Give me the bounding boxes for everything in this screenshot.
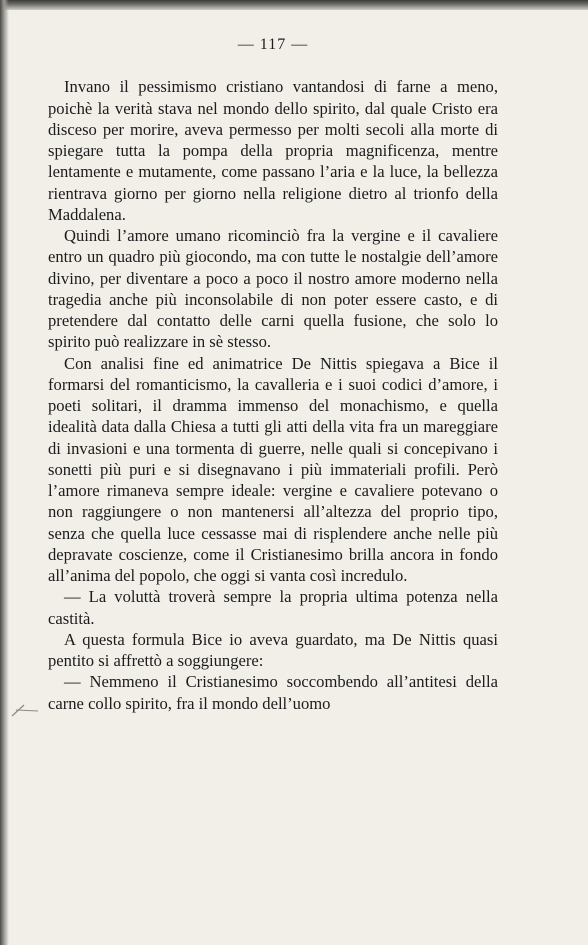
paragraph-2: Quindi l’amore umano ricominciò fra la vergine e il cavaliere entro un quadro più giocondo, ma con tutte le nostalgie dell’amore divino, per diventare a poco a poco il nostro amore moderno nella tragedia anche più inconsolabile di non poter essere casto, e di pretendere dal contatto delle carni quella fusione, che solo lo spirito può realizzare in sè stesso. [48,226,498,352]
scan-border-top [0,0,588,10]
paragraph-1: Invano il pessimismo cristiano vantandosi di farne a meno, poichè la verità stava nel mondo dello spirito, dal quale Cristo era disceso per morire, aveva permesso per molti secoli alla morte di spiegare tutta la pompa della propria magnificenza, mentre lentamente e mutamente, come passano l’aria e la luce, la bellezza rientrava giorno per giorno nella religione dietro al trionfo della Maddalena. [48,77,498,224]
book-page [48,34,498,714]
paragraph-6: — Nemmeno il Cristianesimo soccombendo all’antitesi della carne collo spirito, fra il mondo dell’uomo [48,672,498,713]
pencil-margin-mark [10,702,40,720]
scan-border-left [0,0,9,945]
paragraph-5: A questa formula Bice io aveva guardato, ma De Nittis quasi pentito si affrettò a soggiungere: [48,629,498,670]
page-number: — 117 — [237,36,309,53]
paragraph-3: Con analisi fine ed animatrice De Nittis spiegava a Bice il formarsi del romanticismo, la cavalleria e i suoi codici d’amore, i poeti solitari, il dramma immenso del monachismo, e quella idealità data dalla Chiesa a tutti gli atti della vita fra un mareggiare di invasioni e una tormenta di guerre, nelle quali si concepivano i sonetti più puri e si disegnavano i più immateriali profili. Però l’amore rimaneva sempre ideale: vergine e cavaliere potevano o non raggiungere o non mantenersi all’altezza del proprio tipo, senza che quella luce cessasse mai di risplendere anche nelle più depravate coscienze, come il Cristianesimo brilla ancora in fondo all’anima del popolo, che oggi si vanta così incredulo. [48,353,498,585]
paragraph-4: — La voluttà troverà sempre la propria ultima potenza nella castità. [48,587,498,628]
